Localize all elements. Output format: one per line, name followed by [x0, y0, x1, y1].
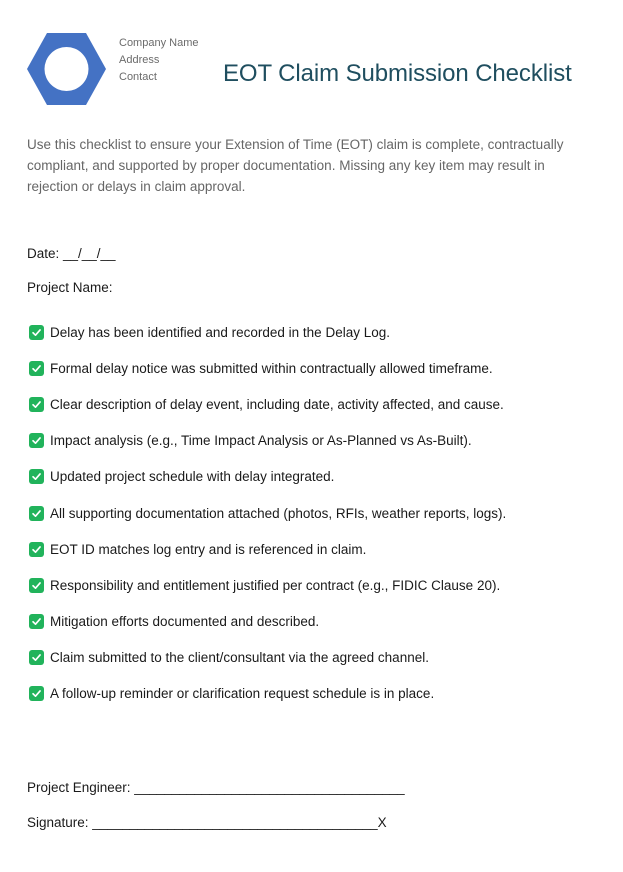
checklist-item-label: Delay has been identified and recorded in the Delay Log. [50, 324, 390, 340]
project-engineer-field[interactable]: Project Engineer: ____________________________________ [27, 780, 405, 795]
checklist-item[interactable] [29, 567, 609, 603]
checkmark-icon [29, 614, 44, 629]
checkmark-icon [29, 325, 44, 340]
checklist-item[interactable] [29, 495, 609, 531]
checklist-item[interactable] [29, 604, 609, 640]
checklist-item[interactable] [29, 459, 609, 495]
company-info [119, 35, 198, 86]
company-contact: Contact [119, 71, 157, 83]
checklist-item[interactable] [29, 386, 609, 422]
checkmark-icon [29, 578, 44, 593]
checklist-item-label: Formal delay notice was submitted within contractually allowed timeframe. [50, 360, 493, 376]
project-name-field: Project Name: [27, 280, 113, 295]
checklist-item-label: Impact analysis (e.g., Time Impact Analysis or As-Planned vs As-Built). [50, 433, 472, 449]
checkmark-icon [29, 542, 44, 557]
checklist-item-label: Mitigation efforts documented and described. [50, 614, 320, 630]
company-address: Address [119, 54, 160, 66]
company-logo [27, 33, 106, 105]
page-title: EOT Claim Submission Checklist [223, 60, 572, 87]
checklist-item-label: Responsibility and entitlement justified per contract (e.g., FIDIC Clause 20). [50, 577, 501, 593]
checklist-item[interactable] [29, 423, 609, 459]
checkmark-icon [29, 686, 44, 701]
checklist-item[interactable] [29, 676, 609, 712]
company-name: Company Name [119, 37, 199, 49]
checklist-item-label: All supporting documentation attached (photos, RFIs, weather reports, logs). [50, 505, 507, 521]
checklist-item-label: A follow-up reminder or clarification request schedule is in place. [50, 686, 435, 702]
checklist-item[interactable] [29, 531, 609, 567]
checkmark-icon [29, 650, 44, 665]
checkmark-icon [29, 469, 44, 484]
checklist-item[interactable] [29, 640, 609, 676]
checkmark-icon [29, 397, 44, 412]
intro-paragraph: Use this checklist to ensure your Extension of Time (EOT) claim is complete, contractually compliant, and supported by proper documentation. Missing any key item may result in rejection or delays in claim approval. [27, 137, 564, 194]
signature-field[interactable]: Signature: ______________________________________X [27, 815, 387, 830]
checklist [29, 314, 609, 712]
checklist-item-label: Clear description of delay event, including date, activity affected, and cause. [50, 396, 504, 412]
checklist-item-label: EOT ID matches log entry and is referenced in claim. [50, 541, 367, 557]
checklist-item-label: Claim submitted to the client/consultant via the agreed channel. [50, 650, 429, 666]
checklist-item[interactable] [29, 350, 609, 386]
date-field: Date: __/__/__ [27, 246, 116, 261]
checkmark-icon [29, 433, 44, 448]
checklist-item-label: Updated project schedule with delay integrated. [50, 469, 335, 485]
checklist-item[interactable] [29, 314, 609, 350]
checkmark-icon [29, 506, 44, 521]
checkmark-icon [29, 361, 44, 376]
